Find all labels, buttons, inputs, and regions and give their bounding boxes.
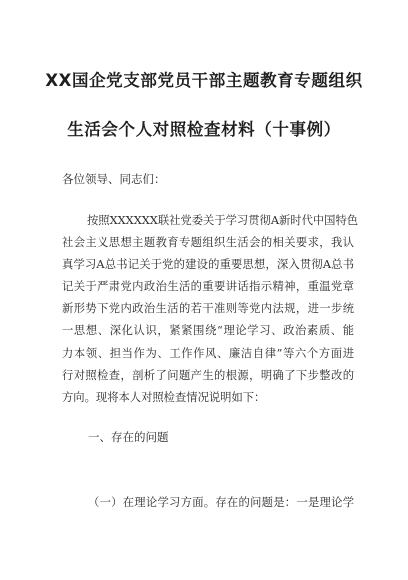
body-line: 记关于严肃党内政治生活的重要讲话指示精神，重温党章 bbox=[62, 280, 354, 294]
document-title-line-1: XX国企党支部党员干部主题教育专题组织 bbox=[45, 71, 363, 90]
body-line: 真学习A总书记关于党的建设的重要思想，深入贯彻A总书 bbox=[62, 258, 354, 272]
section-heading: 一、存在的问题 bbox=[88, 430, 169, 444]
body-line: 方向。现将本人对照检查情况说明如下： bbox=[62, 390, 266, 404]
body-paragraph bbox=[62, 210, 359, 409]
body-line: 一思想、深化认识，紧紧围绕“理论学习、政治素质、能 bbox=[62, 324, 354, 338]
salutation: 各位领导、同志们： bbox=[62, 172, 166, 186]
document-title-line-2: 生活会个人对照检查材料（十事例） bbox=[67, 120, 341, 139]
body-line: 按照XXXXXX联社党委关于学习贯彻A新时代中国特色 bbox=[87, 214, 359, 227]
body-line: 力本领、担当作为、工作作风、廉洁自律”等六个方面进 bbox=[62, 346, 354, 360]
body-line: 新形势下党内政治生活的若干准则等党内法规，进一步统 bbox=[62, 302, 354, 316]
body-line: 行对照检查，剖析了问题产生的根源，明确了下步整改的 bbox=[62, 368, 354, 382]
subsection-text: （一）在理论学习方面。存在的问题是：一是理论学 bbox=[88, 496, 354, 509]
body-line: 社会主义思想主题教育专题组织生活会的相关要求，我认 bbox=[62, 236, 354, 250]
